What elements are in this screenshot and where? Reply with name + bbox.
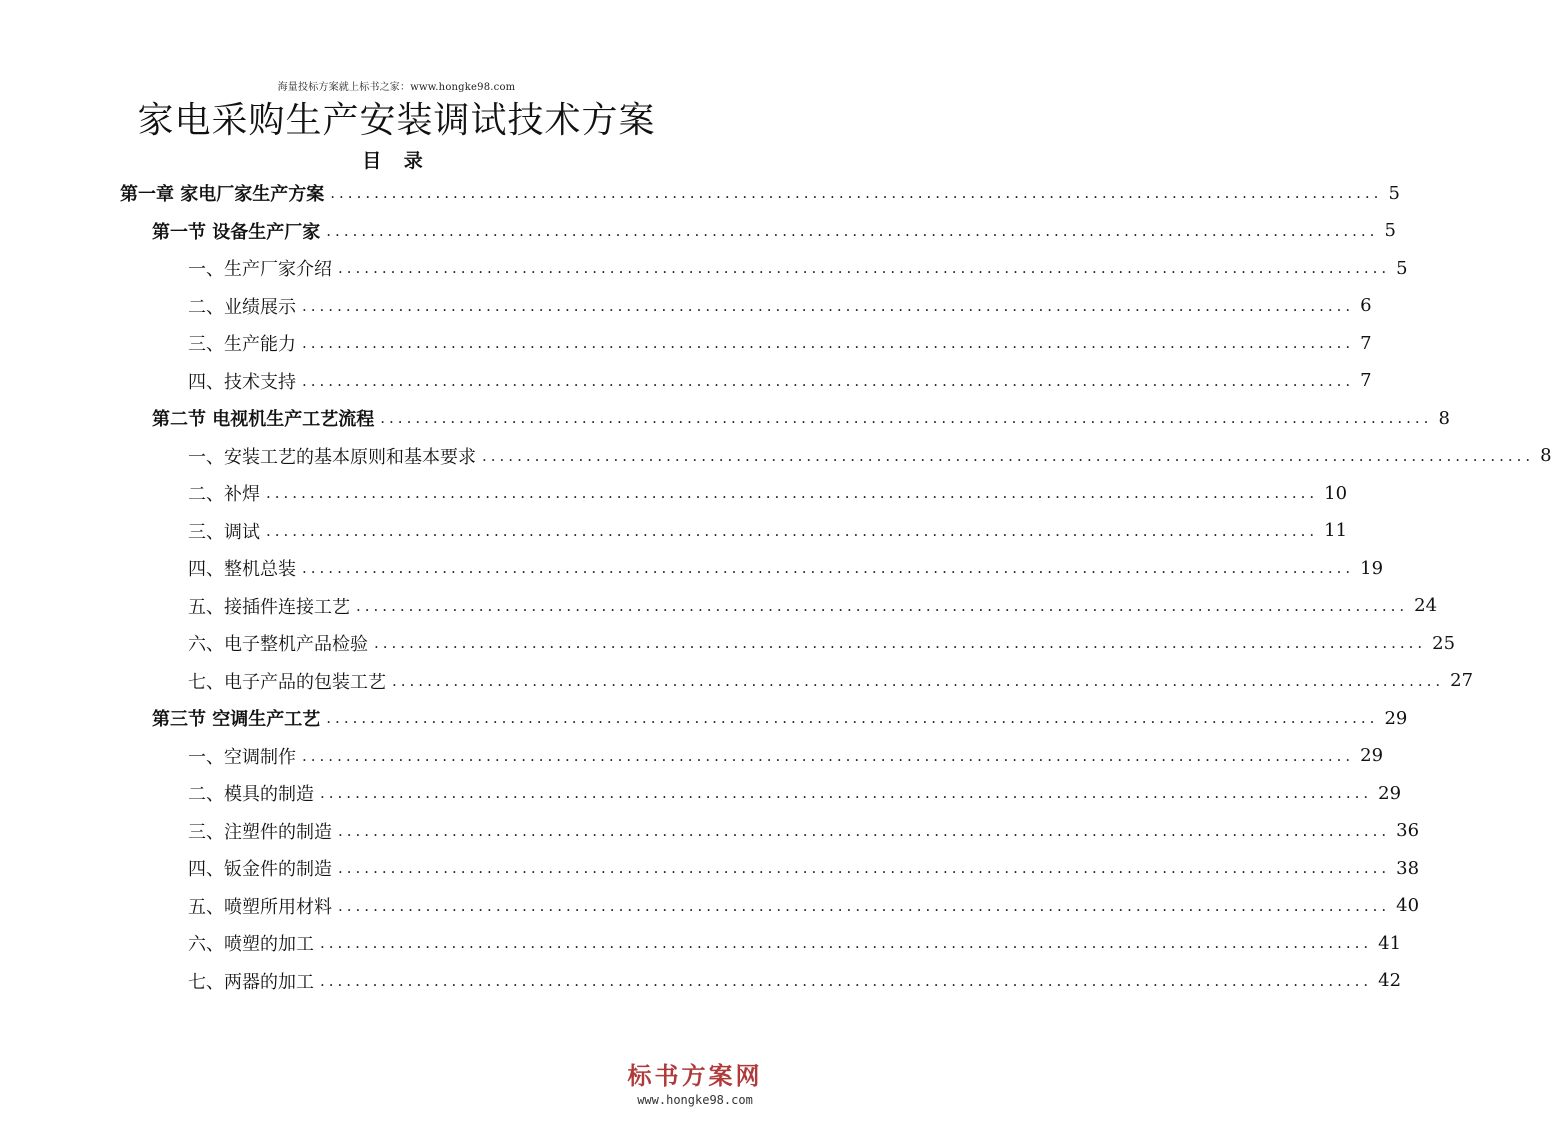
toc-entry-label: 一、空调制作 [188,746,296,768]
toc-entry-label: 六、喷塑的加工 [188,934,314,955]
toc-entry-page: 40 [1396,895,1420,916]
toc-entry-label: 三、生产能力 [188,334,296,355]
toc-entry-page: 29 [1360,745,1384,766]
toc-entry-label: 二、业绩展示 [188,296,296,318]
toc-dot-leader: ........................................................................................................................ [380,409,1433,427]
toc-entry-label: 第一章 家电厂家生产方案 [120,184,325,205]
toc-entry[interactable] [188,738,1384,774]
toc-entry-label: 三、调试 [188,521,260,543]
toc-dot-leader: ........................................................................................................................ [320,934,1373,952]
toc-entry[interactable] [188,850,1420,886]
header-note: 海量投标方案就上标书之家：www.hongke98.com [277,82,516,93]
toc-entry[interactable] [188,625,1456,661]
toc-entry-page: 11 [1324,520,1348,541]
toc-dot-leader: ........................................................................................................................ [326,221,1379,240]
toc-entry[interactable] [188,888,1420,924]
toc-entry-page: 7 [1360,332,1372,354]
toc-entry[interactable] [188,363,1372,399]
toc-dot-leader: ........................................................................................................................ [302,296,1355,315]
toc-entry-label: 六、电子整机产品检验 [188,634,368,655]
toc-entry-page: 27 [1450,670,1474,691]
toc-dot-leader: ........................................................................................................................ [338,896,1391,915]
toc-entry-label: 五、喷塑所用材料 [188,896,332,918]
toc-dot-leader: ........................................................................................................................ [326,709,1379,727]
toc-entry-page: 19 [1360,557,1384,579]
toc-entry[interactable] [188,288,1372,324]
toc-entry-label: 第三节 空调生产工艺 [152,709,321,730]
toc-entry-label: 一、生产厂家介绍 [188,259,332,280]
toc-dot-leader: ........................................................................................................................ [302,746,1355,765]
toc-dot-leader: ........................................................................................................................ [338,859,1391,877]
toc-dot-leader: ........................................................................................................................ [320,784,1373,802]
toc-dot-leader: ........................................................................................................................ [266,521,1319,540]
toc-entry-page: 5 [1396,257,1408,279]
toc-entry-label: 四、钣金件的制造 [188,859,332,880]
toc-entry[interactable] [188,775,1402,811]
toc-entry-label: 七、电子产品的包装工艺 [188,671,386,693]
logo-title: 标书方案网 [627,1062,763,1090]
toc-entry-label: 七、两器的加工 [188,971,314,993]
toc-entry[interactable] [188,475,1348,511]
logo-url: www.hongke98.com [637,1093,753,1107]
toc-entry-label: 一、安装工艺的基本原则和基本要求 [188,446,476,468]
toc-entry-page: 25 [1432,632,1456,654]
toc-entry-label: 五、接插件连接工艺 [188,596,350,618]
toc-entry[interactable] [152,213,1396,249]
toc-entry[interactable] [188,588,1438,624]
watermark-logo [615,1056,775,1107]
toc-entry[interactable] [188,813,1420,849]
toc-entry-page: 24 [1414,595,1438,616]
toc-entry-page: 10 [1324,482,1348,504]
toc-entry-label: 第二节 电视机生产工艺流程 [152,409,375,430]
toc-dot-leader: ........................................................................................................................ [320,971,1373,990]
toc-entry-label: 第一节 设备生产厂家 [152,221,321,243]
toc-entry-page: 42 [1378,970,1402,991]
toc-dot-leader: ........................................................................................................................ [302,334,1355,352]
toc-dot-leader: ........................................................................................................................ [330,184,1383,202]
toc-entry-page: 36 [1396,820,1420,841]
toc-entry[interactable] [188,325,1372,361]
toc-dot-leader: ........................................................................................................................ [302,559,1355,577]
toc-dot-leader: ........................................................................................................................ [356,596,1409,615]
document-title: 家电采购生产安装调试技术方案 [137,100,656,141]
toc-dot-leader: ........................................................................................................................ [482,446,1535,465]
toc-entry[interactable] [152,400,1450,436]
toc-entry-page: 7 [1360,370,1372,391]
toc-dot-leader: ........................................................................................................................ [302,371,1355,390]
toc-entry[interactable] [152,700,1408,736]
toc-dot-leader: ........................................................................................................................ [374,634,1427,652]
toc-entry[interactable] [188,550,1384,586]
toc-entry-label: 二、模具的制造 [188,784,314,805]
toc-entry-label: 二、补焊 [188,484,260,505]
toc-entry-page: 8 [1540,445,1552,466]
toc-entry-label: 三、注塑件的制造 [188,821,332,843]
toc-entry-page: 6 [1360,295,1372,316]
toc-entry-page: 29 [1384,707,1408,729]
toc-entry[interactable] [188,663,1474,699]
toc-entry-page: 41 [1378,932,1402,954]
toc-entry[interactable] [120,175,1400,211]
toc-dot-leader: ........................................................................................................................ [338,821,1391,840]
toc-entry-label: 四、技术支持 [188,371,296,393]
toc-entry[interactable] [188,438,1552,474]
toc-entry-page: 5 [1384,220,1396,241]
toc-entry-page: 5 [1388,182,1400,204]
toc-dot-leader: ........................................................................................................................ [392,671,1445,690]
toc-entry-page: 29 [1378,782,1402,804]
toc-entry-page: 38 [1396,857,1420,879]
toc-heading: 目 录 [362,150,431,172]
toc-entry[interactable] [188,250,1408,286]
toc-entry[interactable] [188,513,1348,549]
toc-entry-page: 8 [1438,407,1450,429]
toc-entry[interactable] [188,925,1402,961]
toc-entry-label: 四、整机总装 [188,559,296,580]
toc-dot-leader: ........................................................................................................................ [338,259,1391,277]
toc-dot-leader: ........................................................................................................................ [266,484,1319,502]
toc-entry[interactable] [188,963,1402,999]
